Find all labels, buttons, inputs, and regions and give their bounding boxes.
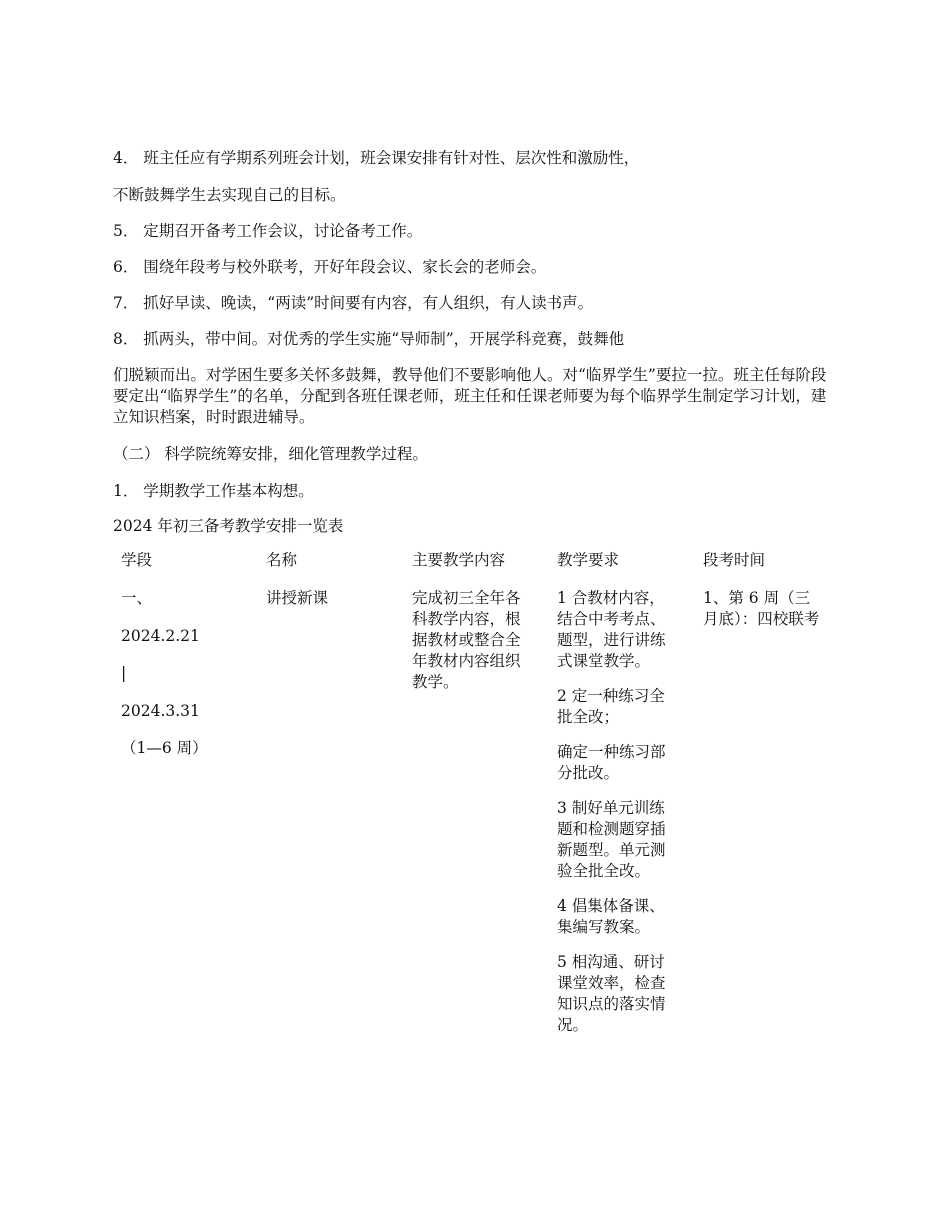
requirement-2b: 确定一种练习部分批改。 [557, 743, 666, 782]
stage-start-date: 2024.2.21 [121, 627, 200, 645]
header-name: 名称 [266, 551, 298, 569]
requirement-1: 1 合教材内容，结合中考考点、题型，进行讲练式课堂教学。 [557, 589, 666, 670]
stage-weeks: （1—6 周） [121, 739, 208, 757]
header-exam-time: 段考时间 [703, 551, 766, 569]
row1-exam-time: 1、第 6 周（三月底）：四校联考 [703, 589, 820, 628]
row1-stage-cell [121, 588, 208, 759]
paragraph-7: 7． 抓好早读、晚读，“两读”时间要有内容，有人组织，有人读书声。 [113, 294, 594, 312]
paragraph-5: 5． 定期召开备考工作会议，讨论备考工作。 [113, 222, 423, 240]
requirement-3: 3 制好单元训练题和检测题穿插新题型。单元测验全批全改。 [557, 799, 666, 880]
paragraph-4: 4． 班主任应有学期系列班会计划，班会课安排有针对性、层次性和激励性， [113, 149, 640, 167]
item-1-heading: 1． 学期教学工作基本构想。 [113, 482, 314, 500]
stage-separator: | [121, 664, 127, 682]
row1-requirements [557, 588, 675, 1050]
header-content: 主要教学内容 [412, 551, 506, 569]
paragraph-4-continued: 不断鼓舞学生去实现自己的目标。 [113, 186, 346, 204]
table-title: 2024 年初三备考教学安排一览表 [113, 517, 344, 535]
stage-end-date: 2024.3.31 [121, 702, 200, 720]
header-requirements: 教学要求 [557, 551, 620, 569]
requirement-5: 5 相沟通、研讨课堂效率，检查知识点的落实情况。 [557, 953, 666, 1034]
requirement-2: 2 定一种练习全批全改； [557, 687, 665, 726]
row1-content: 完成初三全年各科教学内容，根据教材或整合全年教材内容组织教学。 [412, 589, 521, 691]
requirement-4: 4 倡集体备课、集编写教案。 [557, 897, 665, 936]
paragraph-8: 8． 抓两头，带中间。对优秀的学生实施“导师制”，开展学科竞赛，鼓舞他 [113, 330, 625, 348]
paragraph-8-continued: 们脱颖而出。对学困生要多关怀多鼓舞，教导他们不要影响他人。对“临界学生”要拉一拉。班主任每阶段要定出“临界学生”的名单，分配到各班任课老师，班主任和任课老师要为每个临界学生制定学习计划，建立知识档案，时时跟进辅导。 [113, 366, 827, 426]
stage-label: 一、 [121, 589, 153, 607]
paragraph-6: 6． 围绕年段考与校外联考，开好年段会议、家长会的老师会。 [113, 258, 547, 276]
section-heading-2: （二） 科学院统筹安排，细化管理教学过程。 [113, 445, 428, 463]
row1-name: 讲授新课 [266, 589, 329, 607]
header-stage: 学段 [121, 551, 153, 569]
